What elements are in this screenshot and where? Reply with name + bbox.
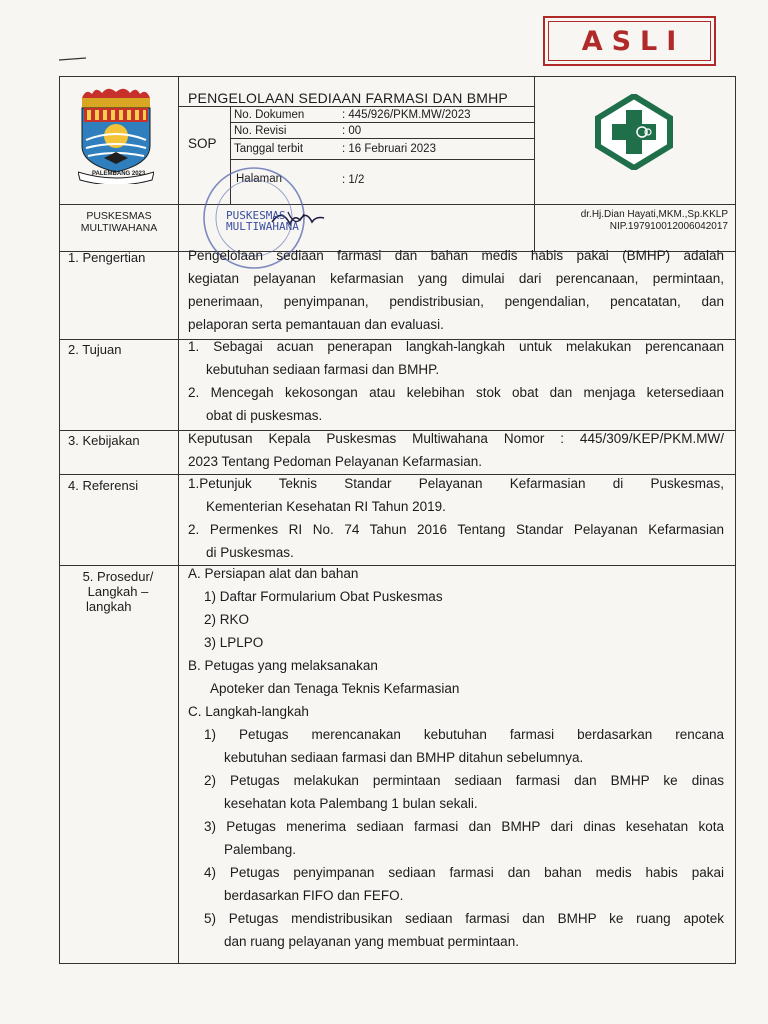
pengertian-content [188,244,724,336]
header-divider-left [178,76,179,251]
prosedur-c-item-5-line-2: dan ruang pelayanan yang membuat permintaan. [224,934,519,949]
kebijakan-line-2: 2023 Tentang Pedoman Pelayanan Kefarmasian. [188,454,482,469]
signer-nip: NIP.197910012006042017 [609,221,728,232]
puskesmas-cross-logo-icon [594,94,674,170]
referensi-item-1-line-1: 1.Petunjuk Teknis Standar Pelayanan Kefarmasian di Puskesmas, [188,476,724,491]
document-title: PENGELOLAAN SEDIAAN FARMASI DAN BMHP [188,90,508,106]
pengertian-line-1: Pengelolaan sediaan farmasi dan bahan medis habis pakai (BMHP) adalah [188,248,724,263]
tujuan-item-1-line-1: 1. Sebagai acuan penerapan langkah-langkah untuk melakukan perencanaan [188,339,724,354]
asli-stamp [543,16,716,66]
referensi-item-2-line-2: di Puskesmas. [206,545,294,560]
emblem-caption: PALEMBANG 2023 [92,171,146,177]
referensi-content [188,472,724,564]
meta-value-revision: : 00 [342,125,362,137]
organization-name [60,210,178,234]
prosedur-b-title: B. Petugas yang melaksanakan [188,658,378,673]
row-label-kebijakan: 3. Kebijakan [68,433,140,448]
asli-stamp-text: ASLI [548,21,711,61]
logo-line [59,204,178,205]
prosedur-a-title: A. Persiapan alat dan bahan [188,566,359,581]
meta-line-2 [230,138,534,139]
prosedur-c-item-1-line-1: 1) Petugas merencanakan kebutuhan farmasi berdasarkan rencana [204,727,724,742]
prosedur-label-line-2: Langkah – [87,584,149,599]
row-label-tujuan: 2. Tujuan [68,342,122,357]
kebijakan-line-1: Keputusan Kepala Puskesmas Multiwahana Nomor : 445/309/KEP/PKM.MW/ [188,431,724,446]
prosedur-c-item-1-line-2: kebutuhan sediaan farmasi dan BMHP ditahun sebelumnya. [224,750,584,765]
pengertian-line-2: kegiatan pelayanan kefarmasian yang dimulai dari perencanaan, permintaan, [188,271,724,286]
prosedur-c-item-4-line-1: 4) Petugas penyimpanan sediaan farmasi dan bahan medis habis pakai [204,865,724,880]
pen-mark [58,56,88,62]
row-label-pengertian: 1. Pengertian [68,250,146,265]
palembang-emblem-icon [78,84,154,184]
meta-label-issue-date: Tanggal terbit [234,143,304,155]
referensi-item-1-line-2: Kementerian Kesehatan RI Tahun 2019. [206,499,446,514]
meta-label-page: Halaman [236,173,283,185]
org-line-2: MULTIWAHANA [80,222,158,234]
body-column-divider [178,251,179,964]
header-divider-right [534,76,535,251]
meta-value-issue-date: : 16 Februari 2023 [342,143,436,155]
prosedur-c-item-3-line-2: Palembang. [224,842,297,857]
round-stamp-line-2: MULTIWAHANA [226,220,299,233]
prosedur-c-item-4-line-2: berdasarkan FIFO dan FEFO. [224,888,404,903]
org-line-1: PUSKESMAS [86,210,152,222]
signer-block [581,209,728,233]
meta-value-doc-number: : 445/926/PKM.MW/2023 [342,109,471,121]
tujuan-item-2-line-1: 2. Mencegah kekosongan atau kelebihan stok obat dan menjaga ketersediaan [188,385,724,400]
right-logo-line [534,204,736,205]
meta-label-doc-number: No. Dokumen [234,109,305,121]
row-label-prosedur [68,569,168,614]
prosedur-a-item-1: 1) Daftar Formularium Obat Puskesmas [204,589,443,604]
referensi-item-2-line-1: 2. Permenkes RI No. 74 Tahun 2016 Tentang Standar Pelayanan Kefarmasian [188,522,724,537]
prosedur-content [188,562,724,953]
prosedur-a-item-2: 2) RKO [204,612,250,627]
round-stamp-text [226,210,299,232]
prosedur-c-item-5-line-1: 5) Petugas mendistribusikan sediaan farmasi dan BMHP ke ruang apotek [204,911,724,926]
pengertian-line-3: penerimaan, penyimpanan, pendistribusian, pengendalian, pencatatan, dan [188,294,724,309]
meta-line-3 [230,159,534,160]
tujuan-item-1-line-2: kebutuhan sediaan farmasi dan BMHP. [206,362,440,377]
tujuan-content [188,335,724,427]
kebijakan-content [188,427,724,473]
pengertian-line-4: pelaporan serta pemantauan dan evaluasi. [188,317,444,332]
sop-label: SOP [188,136,217,151]
prosedur-c-title: C. Langkah-langkah [188,704,309,719]
prosedur-label-line-3: langkah [86,599,132,614]
prosedur-b-text: Apoteker dan Tenaga Teknis Kefarmasian [210,681,460,696]
prosedur-c-item-3-line-1: 3) Petugas menerima sediaan farmasi dan BMHP dari dinas kesehatan kota [204,819,724,834]
meta-label-revision: No. Revisi [234,125,287,137]
prosedur-a-item-3: 3) LPLPO [204,635,264,650]
prosedur-c-item-2-line-2: kesehatan kota Palembang 1 bulan sekali. [224,796,478,811]
prosedur-label-line-1: 5. Prosedur/ [82,569,154,584]
row-label-referensi: 4. Referensi [68,478,139,493]
title-underline [178,106,534,107]
meta-line-1 [230,122,534,123]
tujuan-item-2-line-2: obat di puskesmas. [206,408,323,423]
prosedur-c-item-2-line-1: 2) Petugas melakukan permintaan sediaan farmasi dan BMHP ke dinas [204,773,724,788]
meta-value-page: : 1/2 [342,174,365,186]
prosedur-c-list [188,723,724,953]
signer-name: dr.Hj.Dian Hayati,MKM.,Sp.KKLP [580,209,728,220]
round-stamp-line-1: PUSKESMAS [226,209,286,222]
